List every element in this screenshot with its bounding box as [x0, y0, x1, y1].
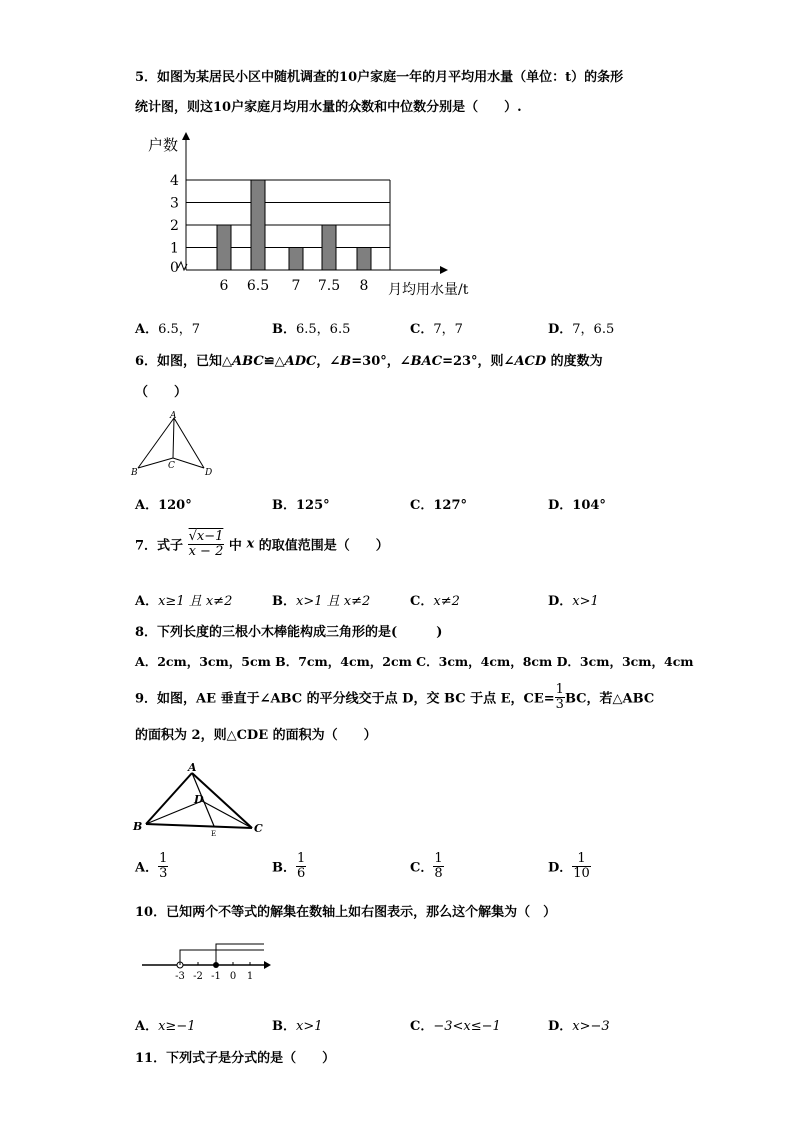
- q7-fraction: $\frac{√x-1}{x - 2}$: [188, 529, 224, 559]
- q10-region-lower: [216, 944, 264, 965]
- x-tick-label: 6: [219, 278, 229, 294]
- q10-stem: 10．已知两个不等式的解集在数轴上如右图表示，那么这个解集为（ ）: [135, 905, 557, 920]
- q6-stem-line2: （ ）: [135, 385, 188, 400]
- x-tick-label: 7.5: [317, 278, 341, 294]
- q7-option-b[interactable]: B．x>1 且 x≠2: [272, 594, 371, 609]
- bar-6: [217, 225, 231, 270]
- q9-option-a[interactable]: A． $\frac{1}{3}$: [135, 851, 168, 881]
- q9-label-a: A: [188, 761, 197, 774]
- q5-stem-line2: 统计图，则这10户家庭月均用水量的众数和中位数分别是（ ）.: [135, 100, 522, 115]
- y-tick-label: 0: [170, 260, 179, 276]
- y-tick-label: 3: [170, 195, 179, 212]
- x-tick-label: 7: [291, 278, 301, 294]
- q9-segment-bc: [146, 824, 252, 828]
- q9-stem-line1: 9．如图，AE 垂直于∠ABC 的平分线交于点 D，交 BC 于点 E，CE= $\frac{1}{3}$ BC，若△ABC: [135, 682, 655, 712]
- q10-tick-label: -1: [211, 971, 221, 982]
- y-axis-label: 户数: [148, 136, 179, 154]
- bar-8: [357, 248, 371, 271]
- q5-option-a[interactable]: A．6.5，7: [135, 322, 201, 337]
- q8-stem: 8．下列长度的三根小木棒能构成三角形的是( ): [135, 625, 443, 640]
- q8-options[interactable]: A．2cm，3cm，5cm B．7cm，4cm，2cm C．3cm，4cm，8cm D．3cm，3cm，4cm: [135, 654, 694, 669]
- q10-tick-label: -2: [193, 971, 203, 982]
- q7-option-c[interactable]: C．x≠2: [410, 594, 460, 609]
- q6-segment-ac: [173, 418, 174, 458]
- q5-stem-line1: 5．如图为某居民小区中随机调查的10户家庭一年的月平均用水量（单位：t）的条形: [135, 70, 624, 85]
- q10-axis-arrow: [264, 961, 271, 969]
- q5-option-c[interactable]: C．7，7: [410, 322, 463, 337]
- q10-tick-label: -3: [175, 971, 185, 982]
- y-tick-label: 1: [170, 240, 179, 257]
- q6-label-b: B: [131, 468, 138, 478]
- q5-bar-chart: [130, 132, 490, 302]
- x-tick-label: 8: [359, 278, 369, 294]
- x-axis-arrow: [440, 266, 448, 274]
- q10-option-d[interactable]: D．x>−3: [548, 1019, 610, 1034]
- q9-label-b: B: [133, 820, 143, 833]
- q9-label-c: C: [254, 822, 263, 835]
- q9-label-e: E: [211, 830, 217, 838]
- q9-figure: [130, 758, 270, 840]
- q10-option-b[interactable]: B．x>1: [272, 1019, 323, 1034]
- q6-option-c[interactable]: C．127°: [410, 498, 467, 513]
- q10-tick-label: 1: [246, 971, 254, 982]
- q9-stem-line2: 的面积为 2，则△CDE 的面积为（ ）: [135, 728, 377, 743]
- bar-7: [289, 248, 303, 271]
- y-tick-label: 2: [170, 218, 179, 234]
- bar-6.5: [251, 180, 265, 270]
- q10-number-line: [138, 938, 273, 984]
- q6-option-a[interactable]: A．120°: [135, 498, 192, 513]
- q7-option-d[interactable]: D．x>1: [548, 594, 599, 609]
- q6-figure: [128, 408, 228, 480]
- q5-option-b[interactable]: B．6.5，6.5: [272, 322, 351, 337]
- q6-label-d: D: [205, 468, 213, 478]
- q10-region-upper: [180, 950, 264, 965]
- q6-segment-ad: [174, 418, 204, 468]
- y-tick-label: 4: [170, 173, 179, 189]
- q6-stem-line1: 6．如图，已知△ABC≌△ADC，∠B=30°，∠BAC=23°，则∠ACD 的度数为: [135, 354, 603, 369]
- q11-stem: 11．下列式子是分式的是（ ）: [135, 1051, 336, 1066]
- q7-stem: 7．式子 $\frac{√x-1}{x - 2}$ 中 x 的取值范围是（ ）: [135, 529, 389, 559]
- q10-tick-label: 0: [229, 971, 237, 982]
- q6-label-c: C: [168, 461, 175, 471]
- q10-option-a[interactable]: A．x≥−1: [135, 1019, 196, 1034]
- q6-label-a: A: [170, 411, 177, 421]
- q9-fraction: $\frac{1}{3}$: [555, 682, 564, 712]
- q6-option-d[interactable]: D．104°: [548, 498, 606, 513]
- x-axis-label: 月均用水量/t: [388, 282, 469, 298]
- q9-option-d[interactable]: D． $\frac{1}{10}$: [548, 851, 590, 881]
- q5-option-d[interactable]: D．7，6.5: [548, 322, 615, 337]
- q9-label-d: D: [194, 793, 204, 806]
- x-tick-label: 6.5: [246, 278, 270, 294]
- q7-option-a[interactable]: A．x≥1 且 x≠2: [135, 594, 233, 609]
- q10-option-c[interactable]: C．−3<x≤−1: [410, 1019, 501, 1034]
- q9-option-c[interactable]: C． $\frac{1}{8}$: [410, 851, 443, 881]
- q6-option-b[interactable]: B．125°: [272, 498, 330, 513]
- q9-segment-ab: [146, 773, 192, 824]
- q9-option-b[interactable]: B． $\frac{1}{6}$: [272, 851, 306, 881]
- y-axis-arrow: [182, 132, 190, 140]
- bar-7.5: [322, 225, 336, 270]
